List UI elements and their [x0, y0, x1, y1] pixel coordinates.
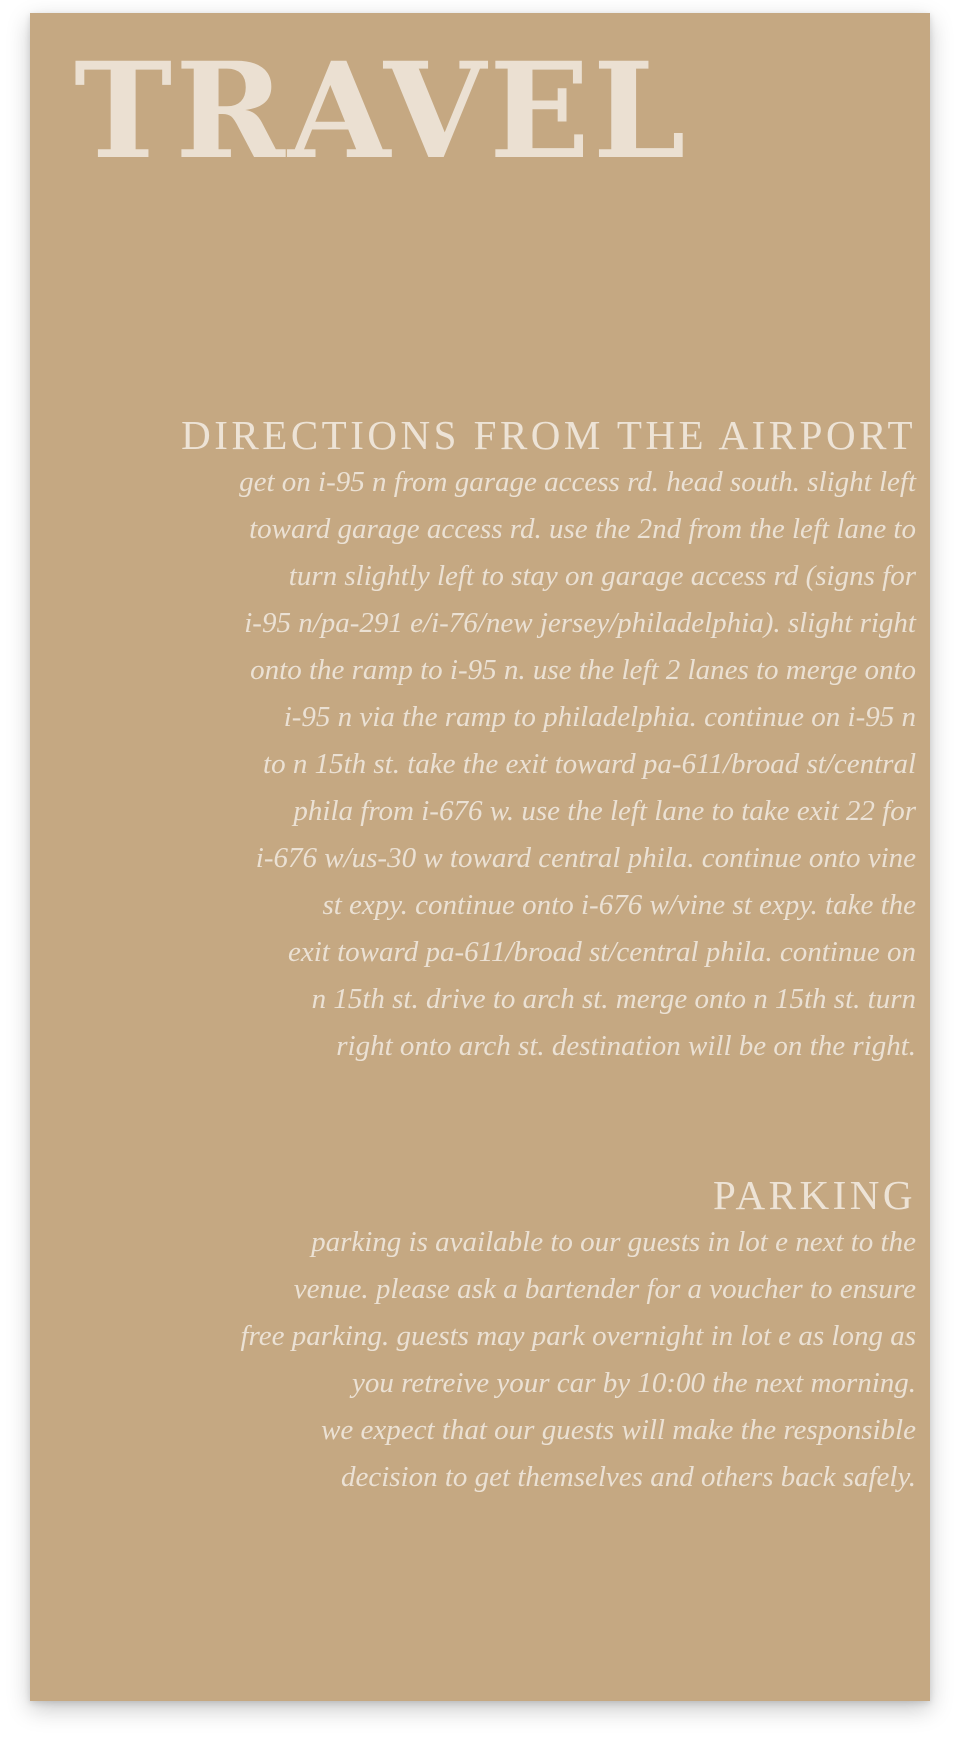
directions-text: [84, 459, 916, 1070]
directions-line: to n 15th st. take the exit toward pa-611/broad st/central: [263, 748, 916, 780]
directions-line: get on i-95 n from garage access rd. head south. slight left: [239, 466, 916, 498]
directions-line: turn slightly left to stay on garage access rd (signs for: [288, 560, 916, 592]
card-title: TRAVEL: [74, 34, 689, 189]
directions-line: right onto arch st. destination will be on the right.: [336, 1030, 916, 1062]
parking-line: decision to get themselves and others back safely.: [340, 1461, 916, 1493]
parking-line: we expect that our guests will make the responsible: [321, 1414, 916, 1446]
parking-line: free parking. guests may park overnight in lot e as long as: [240, 1320, 916, 1352]
directions-line: exit toward pa-611/broad st/central phila. continue on: [287, 936, 916, 968]
parking-line: parking is available to our guests in lot e next to the: [311, 1226, 916, 1258]
directions-line: onto the ramp to i-95 n. use the left 2 lanes to merge onto: [250, 654, 916, 686]
directions-line: i-95 n via the ramp to philadelphia. continue on i-95 n: [283, 701, 916, 733]
directions-heading: DIRECTIONS FROM THE AIRPORT: [181, 412, 916, 458]
travel-card: [30, 13, 930, 1701]
parking-line: venue. please ask a bartender for a voucher to ensure: [293, 1273, 916, 1305]
directions-line: toward garage access rd. use the 2nd from the left lane to: [249, 513, 916, 545]
directions-line: st expy. continue onto i-676 w/vine st expy. take the: [322, 889, 916, 921]
parking-text: [84, 1219, 916, 1501]
parking-heading: PARKING: [713, 1172, 916, 1218]
directions-line: n 15th st. drive to arch st. merge onto n 15th st. turn: [311, 983, 916, 1015]
parking-section: [84, 1171, 916, 1501]
directions-section: [84, 411, 916, 1070]
directions-line: i-676 w/us-30 w toward central phila. continue onto vine: [255, 842, 916, 874]
directions-line: phila from i-676 w. use the left lane to take exit 22 for: [293, 795, 916, 827]
directions-line: i-95 n/pa-291 e/i-76/new jersey/philadelphia). slight right: [244, 607, 916, 639]
parking-line: you retreive your car by 10:00 the next morning.: [352, 1367, 916, 1399]
